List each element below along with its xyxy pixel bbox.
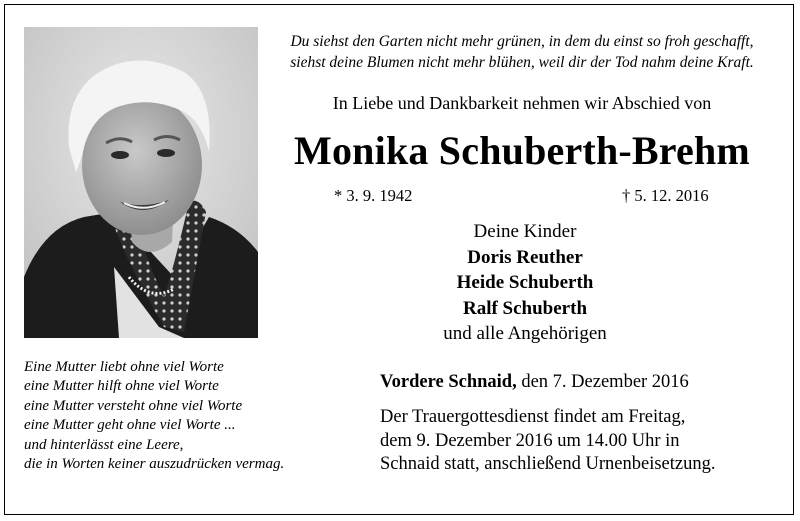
service-line: Der Trauergottesdienst findet am Freitag, [380, 407, 686, 427]
mourner-name: Heide Schuberth [456, 272, 594, 293]
mourners-heading: Deine Kinder [473, 221, 577, 242]
bottom-poem-line: die in Worten keiner auszudrücken vermag. [24, 456, 285, 473]
deceased-name: Monika Schuberth-Brehm [294, 128, 750, 173]
mourners-block [380, 219, 670, 347]
funeral-service-info [380, 406, 715, 477]
portrait-photo [24, 27, 258, 338]
portrait-illustration [24, 27, 258, 338]
bottom-poem [24, 358, 344, 474]
bottom-poem-line: Eine Mutter liebt ohne viel Worte [24, 359, 224, 375]
top-poem [262, 31, 782, 73]
bottom-poem-line: eine Mutter versteht ohne viel Worte [24, 397, 243, 414]
bottom-poem-line: und hinterlässt eine Leere, [24, 436, 184, 453]
death-date: † 5. 12. 2016 [622, 186, 709, 205]
top-poem-line: siehst deine Blumen nicht mehr blühen, weil dir der Tod nahm deine Kraft. [290, 54, 754, 71]
top-poem-line: Du siehst den Garten nicht mehr grünen, in dem du einst so froh geschafft, [290, 33, 754, 50]
mourners-closing: und alle Angehörigen [443, 323, 607, 344]
mourner-name: Doris Reuther [467, 246, 583, 268]
bottom-poem-line: eine Mutter hilft ohne viel Worte [24, 378, 219, 395]
place-date-line [380, 370, 689, 394]
birth-date: * 3. 9. 1942 [334, 186, 413, 205]
place-name: Vordere Schnaid, [380, 372, 517, 392]
service-line: Schnaid statt, anschließend Urnenbeisetzung. [380, 454, 716, 474]
service-line: dem 9. Dezember 2016 um 14.00 Uhr in [380, 430, 680, 451]
mourner-name: Ralf Schuberth [462, 297, 588, 319]
bottom-poem-line: eine Mutter geht ohne viel Worte ... [24, 417, 236, 434]
notice-date: den 7. Dezember 2016 [516, 372, 689, 392]
farewell-intro: In Liebe und Dankbarkeit nehmen wir Abschied von [332, 93, 712, 113]
